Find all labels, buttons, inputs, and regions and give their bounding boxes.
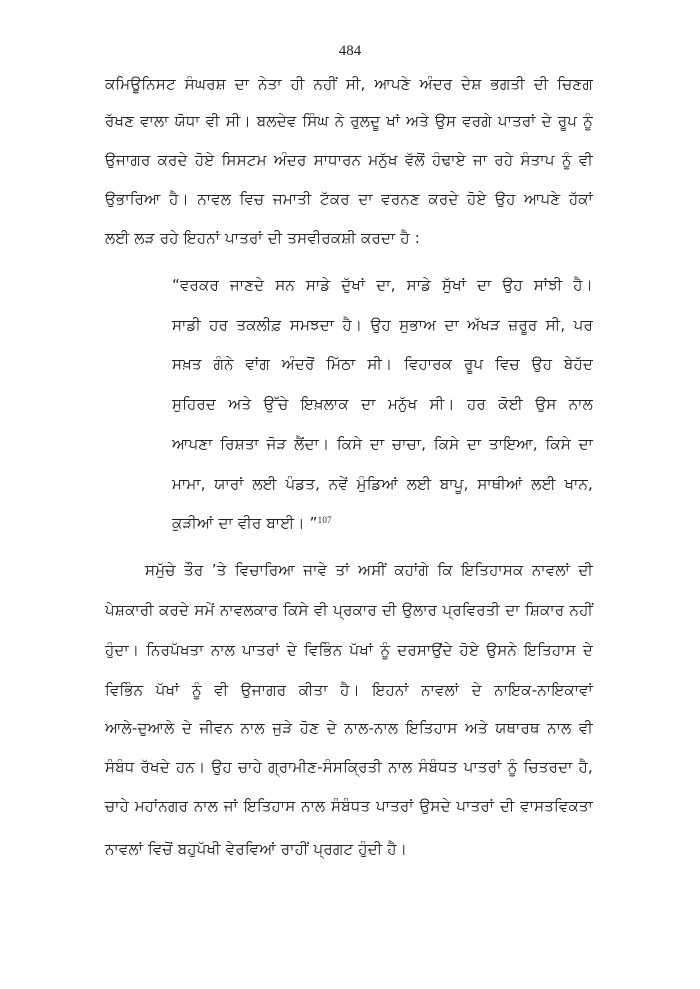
text-line: ਸਮੁੱਚੇ ਤੌਰ ’ਤੇ ਵਿਚਾਰਿਆ ਜਾਵੇ ਤਾਂ ਅਸੀਂ ਕਹਾਂਗੇ ਕਿ ਇਤਿਹਾਸਕ ਨਾਵਲਾਂ ਦੀ: [145, 561, 593, 579]
quote-line: ਆਪਣਾ ਰਿਸ਼ਤਾ ਜੋੜ ਲੈਂਦਾ। ਕਿਸੇ ਦਾ ਚਾਚਾ, ਕਿਸੇ ਦਾ ਤਾਇਆ, ਕਿਸੇ ਦਾ: [172, 435, 593, 453]
text-line: ਹੁੰਦਾ। ਨਿਰਪੱਖਤਾ ਨਾਲ ਪਾਤਰਾਂ ਦੇ ਵਿਭਿੰਨ ਪੱਖਾਂ ਨੂੰ ਦਰਸਾਉਂਦੇ ਹੋਏ ਉਸਨੇ ਇਤਿਹਾਸ ਦੇ: [105, 641, 593, 659]
text-line: ਸੰਬੰਧ ਰੱਖਦੇ ਹਨ। ਉਹ ਚਾਹੇ ਗ੍ਰਾਮੀਣ-ਸੰਸਕ੍ਰਿਤੀ ਨਾਲ ਸੰਬੰਧਤ ਪਾਤਰਾਂ ਨੂੰ ਚਿਤਰਦਾ ਹੈ,: [105, 758, 593, 776]
text-line: ਰੱਖਣ ਵਾਲਾ ਯੋਧਾ ਵੀ ਸੀ। ਬਲਦੇਵ ਸਿੰਘ ਨੇ ਰੁਲਦੂ ਖਾਂ ਅਤੇ ਉਸ ਵਰਗੇ ਪਾਤਰਾਂ ਦੇ ਰੂਪ ਨੂੰ: [105, 112, 593, 130]
footnote-reference: 107: [317, 515, 332, 525]
quote-line: ਸਖ਼ਤ ਗੰਨੇ ਵਾਂਗ ਅੰਦਰੋਂ ਮਿੱਠਾ ਸੀ। ਵਿਹਾਰਕ ਰੂਪ ਵਿਚ ਉਹ ਬੇਹੱਦ: [172, 355, 593, 373]
text-line: ਪੇਸ਼ਕਾਰੀ ਕਰਦੇ ਸਮੇਂ ਨਾਵਲਕਾਰ ਕਿਸੇ ਵੀ ਪ੍ਰਕਾਰ ਦੀ ਉਲਾਰ ਪ੍ਰਵਿਰਤੀ ਦਾ ਸ਼ਿਕਾਰ ਨਹੀਂ: [105, 601, 593, 619]
text-line: ਉਜਾਗਰ ਕਰਦੇ ਹੋਏ ਸਿਸਟਮ ਅੰਦਰ ਸਾਧਾਰਨ ਮਨੁੱਖ ਵੱਲੋਂ ਹੰਢਾਏ ਜਾ ਰਹੇ ਸੰਤਾਪ ਨੂੰ ਵੀ: [105, 151, 593, 169]
text-line: ਆਲੇ-ਦੁਆਲੇ ਦੇ ਜੀਵਨ ਨਾਲ ਜੁੜੇ ਹੋਣ ਦੇ ਨਾਲ-ਨਾਲ ਇਤਿਹਾਸ ਅਤੇ ਯਥਾਰਥ ਨਾਲ ਵੀ: [105, 719, 593, 737]
quote-line: “ਵਰਕਰ ਜਾਣਦੇ ਸਨ ਸਾਡੇ ਦੁੱਖਾਂ ਦਾ, ਸਾਡੇ ਸੁੱਖਾਂ ਦਾ ਉਹ ਸਾਂਝੀ ਹੈ।: [172, 276, 593, 294]
quote-line: ਮਾਮਾ, ਯਾਰਾਂ ਲਈ ਪੰਡਤ, ਨਵੇਂ ਮੁੰਡਿਆਂ ਲਈ ਬਾਪੂ, ਸਾਥੀਆਂ ਲਈ ਖਾਨ,: [172, 475, 593, 493]
text-line: ਵਿਭਿੰਨ ਪੱਖਾਂ ਨੂੰ ਵੀ ਉਜਾਗਰ ਕੀਤਾ ਹੈ। ਇਹਨਾਂ ਨਾਵਲਾਂ ਦੇ ਨਾਇਕ-ਨਾਇਕਾਵਾਂ: [105, 681, 593, 699]
text-line: ਨਾਵਲਾਂ ਵਿਚੋਂ ਬਹੁਪੱਖੀ ਵੇਰਵਿਆਂ ਰਾਹੀਂ ਪ੍ਰਗਟ ਹੁੰਦੀ ਹੈ।: [105, 840, 408, 858]
text-line: ਲਈ ਲੜ ਰਹੇ ਇਹਨਾਂ ਪਾਤਰਾਂ ਦੀ ਤਸਵੀਰਕਸ਼ੀ ਕਰਦਾ ਹੈ :: [105, 229, 420, 247]
quote-last-line: [172, 513, 593, 533]
text-line: ਚਾਹੇ ਮਹਾਂਨਗਰ ਨਾਲ ਜਾਂ ਇਤਿਹਾਸ ਨਾਲ ਸੰਬੰਧਤ ਪਾਤਰਾਂ ਉਸਦੇ ਪਾਤਰਾਂ ਦੀ ਵਾਸਤਵਿਕਤਾ: [105, 797, 593, 815]
quote-line: ਸੁਹਿਰਦ ਅਤੇ ਉੱਚੇ ਇਖ਼ਲਾਕ ਦਾ ਮਨੁੱਖ ਸੀ। ਹਰ ਕੋਈ ਉਸ ਨਾਲ: [172, 395, 593, 413]
page-number: 484: [338, 43, 362, 59]
quote-text: ਕੁੜੀਆਂ ਦਾ ਵੀਰ ਬਾਈ। ”: [172, 514, 318, 532]
text-line: ਉਭਾਰਿਆ ਹੈ। ਨਾਵਲ ਵਿਚ ਜਮਾਤੀ ਟੱਕਰ ਦਾ ਵਰਨਣ ਕਰਦੇ ਹੋਏ ਉਹ ਆਪਣੇ ਹੱਕਾਂ: [105, 190, 593, 208]
text-line: ਕਮਿਊਨਿਸਟ ਸੰਘਰਸ਼ ਦਾ ਨੇਤਾ ਹੀ ਨਹੀਂ ਸੀ, ਆਪਣੇ ਅੰਦਰ ਦੇਸ਼ ਭਗਤੀ ਦੀ ਚਿਣਗ: [105, 75, 593, 93]
quote-line: ਸਾਡੀ ਹਰ ਤਕਲੀਫ਼ ਸਮਝਦਾ ਹੈ। ਉਹ ਸੁਭਾਅ ਦਾ ਅੱਖੜ ਜ਼ਰੂਰ ਸੀ, ਪਰ: [172, 316, 593, 334]
